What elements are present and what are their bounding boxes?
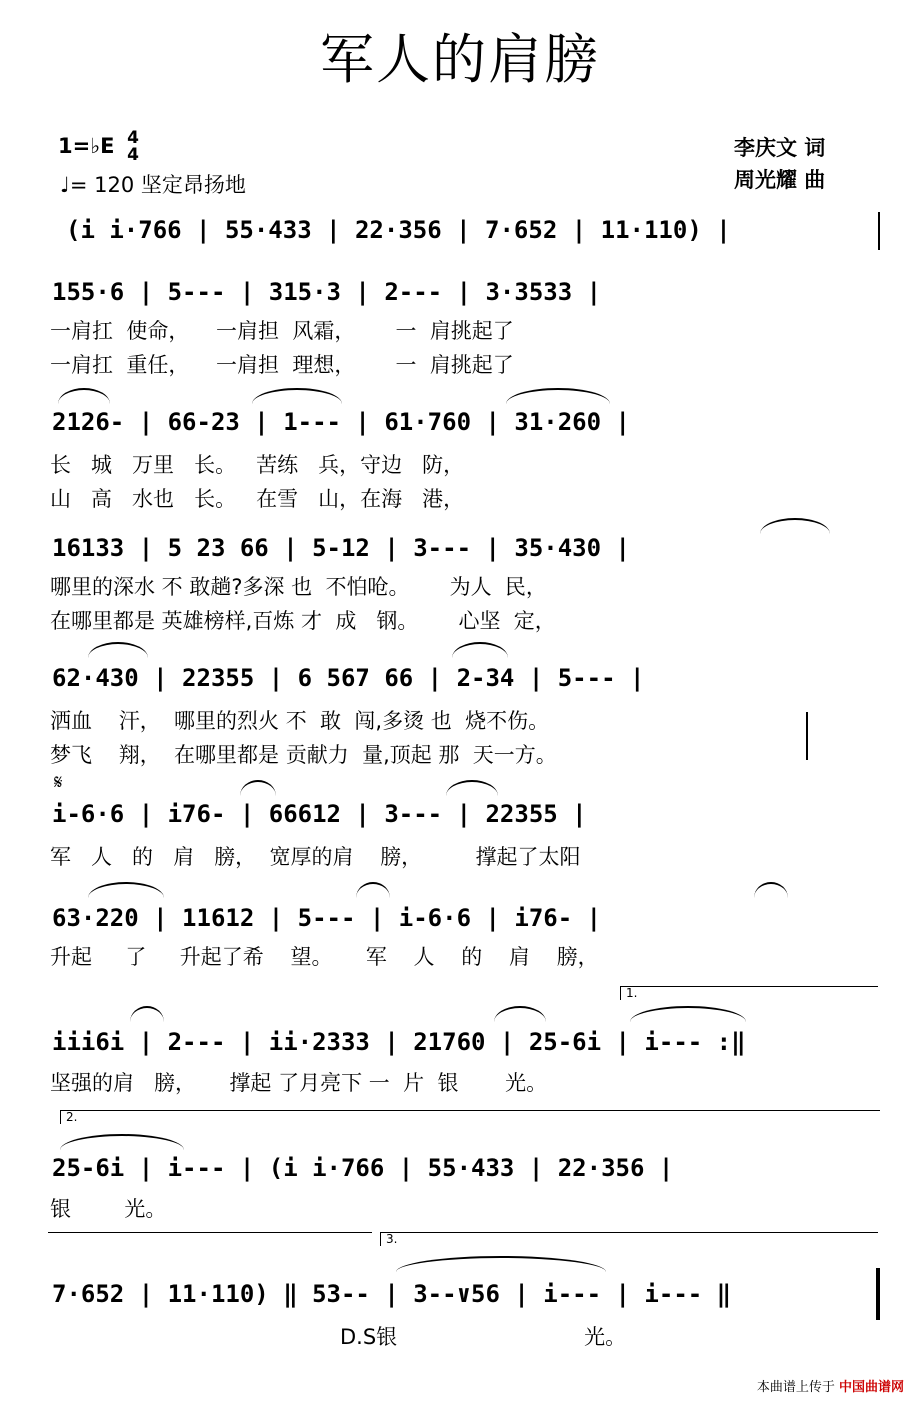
notation-row-5: i-6·6 | i76- | 66612 | 3--- | 22355 |: [52, 800, 587, 828]
slur: [396, 1256, 606, 1272]
slur: [252, 388, 342, 404]
lyrics-row-5: 军 人 的 肩 膀， 宽厚的肩 膀， 撑起了太阳: [50, 845, 581, 869]
volta-1-hook: [620, 986, 621, 1000]
volta-3-hook: [380, 1232, 381, 1246]
final-barline: [876, 1268, 880, 1320]
notation-row-8: 25-6i | i--- | (i i·766 | 55·433 | 22·356 |: [52, 1154, 674, 1182]
time-bottom: 4: [127, 145, 139, 165]
lyrics-row-9: D.S银 光。: [340, 1325, 627, 1349]
lyrics-row-3-verse2: 在哪里都是 英雄榜样,百炼 才 成 钢。 心坚 定，: [50, 609, 556, 633]
notation-row-3: 16133 | 5 23 66 | 5-12 | 3--- | 35·430 |: [52, 534, 630, 562]
site-logo: 中国曲谱网: [838, 1380, 904, 1395]
volta-2-line: [60, 1110, 880, 1111]
lyrics-row-4-verse2: 梦飞 翔， 在哪里都是 贡献力 量,顶起 那 天一方。: [50, 743, 557, 767]
time-signature: [127, 130, 139, 164]
lyrics-row-1-verse2: 一肩扛 重任， 一肩担 理想， 一 肩挑起了: [50, 353, 514, 377]
slur: [88, 642, 148, 658]
volta-2-hook: [60, 1110, 61, 1124]
volta-1-label: 1.: [626, 986, 638, 1000]
barline: [878, 212, 880, 250]
lyrics-row-8: 银 光。: [50, 1197, 167, 1221]
slur: [356, 882, 390, 898]
lyricist-credit: 李庆文 词: [734, 136, 826, 160]
slur: [130, 1006, 164, 1022]
slur: [754, 882, 788, 898]
lyrics-row-2-verse2: 山 高 水也 长。 在雪 山，在海 港，: [50, 487, 465, 511]
key-signature: [58, 130, 139, 164]
notation-row-7: iii6i | 2--- | ii·2333 | 21760 | 25-6i | i--- :‖: [52, 1028, 746, 1056]
volta-1-line: [620, 986, 878, 987]
notation-row-intro: (i i·766 | 55·433 | 22·356 | 7·652 | 11·110) |: [66, 216, 731, 244]
notation-row-2: 2126- | 66-23 | 1--- | 61·760 | 31·260 |: [52, 408, 630, 436]
segno-sign: 𝄋: [54, 770, 63, 794]
slur: [446, 780, 498, 796]
slur: [506, 388, 610, 404]
key-text: 1=♭E: [58, 134, 115, 158]
lyrics-row-1-verse1: 一肩扛 使命， 一肩担 风霜， 一 肩挑起了: [50, 319, 514, 343]
slur: [630, 1006, 746, 1022]
volta-3-line: [380, 1232, 878, 1233]
repeat-bracket: [806, 712, 808, 760]
lyrics-row-3-verse1: 哪里的深水 不 敢趟?多深 也 不怕呛。 为人 民，: [50, 575, 547, 599]
slur: [494, 1006, 546, 1022]
slur: [452, 642, 508, 658]
lyrics-row-4-verse1: 洒血 汗， 哪里的烈火 不 敢 闯,多烫 也 烧不伤。: [50, 709, 550, 733]
notation-row-4: 62·430 | 22355 | 6 567 66 | 2-34 | 5--- |: [52, 664, 645, 692]
slur: [760, 518, 830, 534]
slur: [60, 1134, 184, 1150]
notation-row-9: 7·652 | 11·110) ‖ 53-- | 3--∨56 | i--- | i--- ‖: [52, 1280, 732, 1308]
lyrics-row-6: 升起 了 升起了希 望。 军 人 的 肩 膀，: [50, 945, 599, 969]
slur: [240, 780, 276, 796]
time-top: 4: [127, 128, 139, 148]
lyrics-row-2-verse1: 长 城 万里 长。 苦练 兵，守边 防，: [50, 453, 465, 477]
slur: [88, 882, 164, 898]
composer-credit: 周光耀 曲: [734, 168, 826, 192]
song-title: 军人的肩膀: [320, 28, 600, 91]
footer-prefix: 本曲谱上传于: [756, 1380, 835, 1395]
volta-3-label: 3.: [386, 1232, 398, 1246]
slur: [58, 388, 110, 404]
notation-row-6: 63·220 | 11612 | 5--- | i-6·6 | i76- |: [52, 904, 602, 932]
tempo-marking: ♩= 120 坚定昂扬地: [60, 173, 246, 197]
staff-separator: [48, 1232, 372, 1233]
lyrics-row-7: 坚强的肩 膀， 撑起 了月亮下 一 片 银 光。: [50, 1071, 548, 1095]
notation-row-1: 155·6 | 5--- | 315·3 | 2--- | 3·3533 |: [52, 278, 602, 306]
volta-2-label: 2.: [66, 1110, 78, 1124]
site-footer: [757, 1380, 904, 1396]
